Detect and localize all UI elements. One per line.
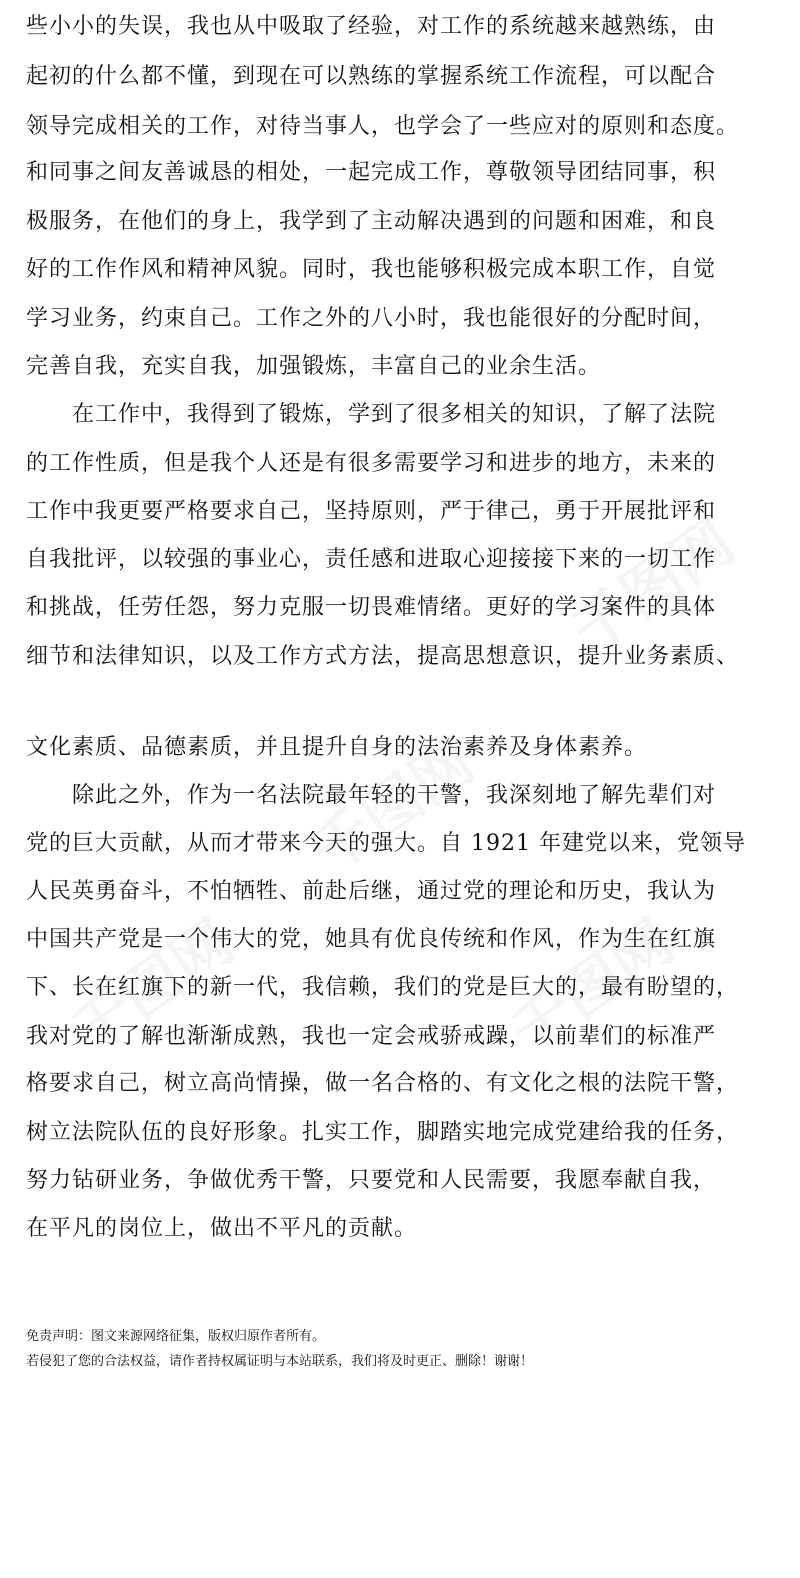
text-line: 格要求自己，树立高尚情操，做一名合格的、有文化之根的法院干警，	[26, 1071, 740, 1096]
text-line: 好的工作作风和精神风貌。同时，我也能够积极完成本职工作，自觉	[26, 257, 717, 282]
text-line: 我对党的了解也渐渐成熟，我也一定会戒骄戒躁，以前辈们的标准严	[26, 1024, 717, 1049]
text-line: 党的巨大贡献，从而才带来今天的强大。自 1921 年建党以来，党领导	[26, 831, 746, 856]
text-line: 下、长在红旗下的新一代，我信赖，我们的党是巨大的，最有盼望的，	[26, 975, 740, 1000]
disclaimer-line: 若侵犯了您的合法权益，请作者持权属证明与本站联系，我们将及时更正、删除！谢谢！	[26, 1354, 534, 1369]
text-line: 人民英勇奋斗，不怕牺牲、前赴后继，通过党的理论和历史，我认为	[26, 879, 717, 904]
text-line: 学习业务，约束自己。工作之外的八小时，我也能很好的分配时间，	[26, 306, 717, 331]
text-line: 文化素质、品德素质，并且提升自身的法治素养及身体素养。	[26, 735, 648, 760]
text-line: 树立法院队伍的良好形象。扎实工作，脚踏实地完成党建给我的任务，	[26, 1120, 740, 1145]
text-line: 中国共产党是一个伟大的党，她具有优良传统和作风，作为生在红旗	[26, 927, 717, 952]
text-line: 自我批评，以较强的事业心，责任感和进取心迎接接下来的一切工作	[26, 547, 717, 572]
paragraph-first-line: 在工作中，我得到了锻炼，学到了很多相关的知识，了解了法院	[72, 402, 717, 427]
text-line: 和同事之间友善诚恳的相处，一起完成工作，尊敬领导团结同事，积	[26, 160, 717, 185]
text-line: 起初的什么都不懂，到现在可以熟练的掌握系统工作流程，可以配合	[26, 64, 717, 89]
text-line: 完善自我，充实自我，加强锻炼，丰富自己的业余生活。	[26, 354, 602, 379]
text-line: 的工作性质，但是我个人还是有很多需要学习和进步的地方，未来的	[26, 451, 717, 476]
text-line: 领导完成相关的工作，对待当事人，也学会了一些应对的原则和态度。	[26, 114, 740, 139]
text-line: 工作中我更要严格要求自己，坚持原则，严于律己，勇于开展批评和	[26, 499, 717, 524]
text-line: 和挑战，任劳任怨，努力克服一切畏难情绪。更好的学习案件的具体	[26, 595, 717, 620]
text-line: 细节和法律知识，以及工作方式方法，提高思想意识，提升业务素质、	[26, 644, 740, 669]
disclaimer-line: 免责声明：图文来源网络征集，版权归原作者所有。	[26, 1329, 326, 1344]
paragraph-first-line: 除此之外，作为一名法院最年轻的干警，我深刻地了解先辈们对	[72, 783, 717, 808]
text-line: 极服务，在他们的身上，我学到了主动解决遇到的问题和困难，和良	[26, 209, 717, 234]
text-line: 在平凡的岗位上，做出不平凡的贡献。	[26, 1216, 418, 1241]
text-line: 努力钻研业务，争做优秀干警，只要党和人民需要，我愿奉献自我，	[26, 1168, 717, 1193]
text-line: 些小小的失误，我也从中吸取了经验，对工作的系统越来越熟练，由	[26, 14, 717, 39]
